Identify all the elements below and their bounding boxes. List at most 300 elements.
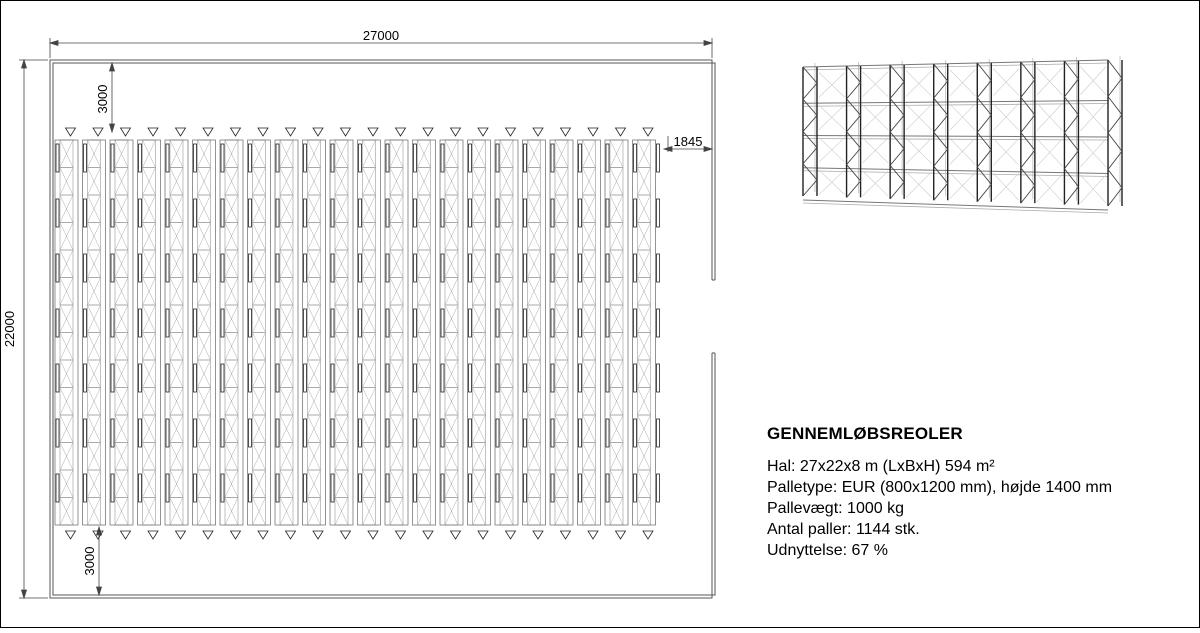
upright-post [441, 419, 444, 447]
upright-post [111, 419, 114, 447]
pallet-outline [906, 172, 932, 198]
bracing [115, 443, 128, 471]
bracing [198, 360, 211, 388]
bracing [115, 195, 128, 223]
pallet-outline [863, 105, 889, 130]
pallet-outline [1080, 67, 1106, 95]
bracing [280, 168, 293, 196]
upright-post [579, 419, 582, 447]
bracing [390, 470, 403, 498]
bracing [60, 360, 73, 388]
flow-direction-arrow [533, 531, 543, 539]
upright-post [469, 419, 472, 447]
upright-post [221, 474, 224, 502]
bracing [363, 168, 376, 196]
flow-direction-arrow [533, 128, 543, 136]
bracing [445, 250, 458, 278]
bracing [610, 305, 623, 333]
upright-post [139, 254, 142, 282]
bracing [335, 250, 348, 278]
upright-post [634, 309, 637, 337]
upright-post [84, 474, 87, 502]
bracing [555, 470, 568, 498]
upright-post [524, 474, 527, 502]
upright-post [579, 254, 582, 282]
bracing [88, 223, 101, 251]
bracing [170, 470, 183, 498]
bracing [115, 278, 128, 306]
upright-post [56, 419, 59, 447]
upright-post [194, 144, 197, 172]
bracing [528, 415, 541, 443]
upright-post [414, 144, 417, 172]
bracing [280, 443, 293, 471]
upright-post [84, 144, 87, 172]
bracing [638, 443, 651, 471]
side-aisle-dimension-label: 1845 [673, 134, 703, 149]
upright-post [386, 144, 389, 172]
upright-post [579, 309, 582, 337]
bracing [280, 250, 293, 278]
bracing [335, 278, 348, 306]
bracing [280, 388, 293, 416]
upright-post [524, 254, 527, 282]
pallet-outline [819, 105, 845, 129]
bracing [445, 223, 458, 251]
pallet-outline [819, 170, 845, 194]
bracing [418, 278, 431, 306]
upright-post [221, 364, 224, 392]
upright-post [221, 419, 224, 447]
bracing [308, 305, 321, 333]
bracing [363, 278, 376, 306]
bracing [473, 278, 486, 306]
upright-post [166, 419, 169, 447]
bracing [445, 278, 458, 306]
rack-lane [468, 128, 491, 539]
bracing [308, 223, 321, 251]
bracing [88, 250, 101, 278]
upright-post [111, 254, 114, 282]
flow-direction-arrow [231, 128, 241, 136]
upright-post [166, 364, 169, 392]
bracing [473, 140, 486, 168]
flow-direction-arrow [506, 531, 516, 539]
upright-post [657, 364, 660, 392]
bracing [445, 305, 458, 333]
flow-direction-arrow [313, 128, 323, 136]
bracing [198, 140, 211, 168]
bracing [610, 278, 623, 306]
upright-post [634, 474, 637, 502]
upright-post [249, 254, 252, 282]
bracing [528, 305, 541, 333]
bracing [335, 168, 348, 196]
upright-post [359, 199, 362, 227]
bracing [638, 223, 651, 251]
bracing [225, 140, 238, 168]
beam-level [803, 104, 1108, 107]
flow-direction-arrow [396, 531, 406, 539]
bracing [473, 333, 486, 361]
upright-post [194, 364, 197, 392]
upright-post [84, 419, 87, 447]
flow-direction-arrow [176, 531, 186, 539]
upright-post [414, 474, 417, 502]
upright-post [139, 309, 142, 337]
bracing [445, 360, 458, 388]
upright-post [579, 199, 582, 227]
rack-lane [633, 128, 660, 539]
bracing [528, 140, 541, 168]
bracing [610, 415, 623, 443]
upright-post [606, 474, 609, 502]
bracing [583, 388, 596, 416]
bracing [418, 223, 431, 251]
bracing [390, 443, 403, 471]
pallet-outline [1037, 139, 1063, 167]
upright-post [496, 309, 499, 337]
flow-direction-arrow [423, 531, 433, 539]
bracing [225, 333, 238, 361]
bracing [555, 415, 568, 443]
bracing [583, 470, 596, 498]
bracing [500, 415, 513, 443]
bracing [555, 140, 568, 168]
bracing [418, 195, 431, 223]
upright-post [359, 254, 362, 282]
bracing [583, 195, 596, 223]
bracing [170, 223, 183, 251]
bracing [610, 195, 623, 223]
upright-post [304, 144, 307, 172]
flow-direction-arrow [451, 128, 461, 136]
flow-direction-arrow [286, 128, 296, 136]
bracing [280, 140, 293, 168]
bracing [528, 195, 541, 223]
bracing [60, 195, 73, 223]
bracing [583, 223, 596, 251]
flow-direction-arrow [231, 531, 241, 539]
bracing [445, 140, 458, 168]
bracing [473, 360, 486, 388]
bracing [88, 195, 101, 223]
info-utilization: Udnyttelse: 67 % [767, 542, 888, 559]
bracing [390, 278, 403, 306]
rack-lane [605, 128, 628, 539]
upright-post [359, 474, 362, 502]
bracing [88, 498, 101, 526]
bracing [253, 278, 266, 306]
bracing [583, 498, 596, 526]
flow-direction-arrow [148, 531, 158, 539]
bracing [390, 360, 403, 388]
upright-post [606, 364, 609, 392]
bracing [60, 168, 73, 196]
bracing [308, 498, 321, 526]
bracing [445, 195, 458, 223]
bracing [418, 360, 431, 388]
upright-post [276, 254, 279, 282]
bracing [390, 223, 403, 251]
width-dimension-label: 27000 [362, 28, 400, 43]
pallet-outline [950, 138, 976, 164]
bracing [143, 415, 156, 443]
upright-post [551, 419, 554, 447]
bracing [60, 498, 73, 526]
bracing [60, 470, 73, 498]
rack-lane [138, 128, 161, 539]
pallet-outline [1080, 103, 1106, 131]
bracing [280, 305, 293, 333]
bracing [363, 140, 376, 168]
hall-walls [50, 60, 715, 598]
bracing [308, 278, 321, 306]
bracing [555, 333, 568, 361]
bracing [308, 388, 321, 416]
bracing [528, 333, 541, 361]
flow-direction-arrow [643, 128, 653, 136]
upright-post [276, 144, 279, 172]
upright-post [111, 309, 114, 337]
bracing [143, 140, 156, 168]
pallet-outline [950, 70, 976, 96]
height-dimension [19, 60, 48, 598]
upright-post [414, 419, 417, 447]
bracing [280, 498, 293, 526]
bracing [363, 333, 376, 361]
bracing [60, 305, 73, 333]
bracing [225, 470, 238, 498]
bracing [170, 443, 183, 471]
upright-post [166, 199, 169, 227]
upright-post [304, 309, 307, 337]
upright-post [359, 309, 362, 337]
upright-post [249, 199, 252, 227]
bracing [363, 443, 376, 471]
pallet-outline [993, 138, 1019, 165]
upright-post [469, 364, 472, 392]
upright-post [304, 199, 307, 227]
bracing [115, 388, 128, 416]
rack-lane [358, 128, 381, 539]
upright-post [111, 199, 114, 227]
bracing [390, 333, 403, 361]
bracing [528, 360, 541, 388]
bracing [335, 443, 348, 471]
upright-post [194, 474, 197, 502]
upright-post [276, 364, 279, 392]
upright-post [469, 309, 472, 337]
bracing [555, 305, 568, 333]
bracing [583, 278, 596, 306]
bottom-aisle-dimension-label: 3000 [82, 546, 97, 576]
pallet-outline [863, 72, 889, 97]
info-pallet-type: Palletype: EUR (800x1200 mm), højde 1400 mm [767, 479, 1113, 496]
rack-lane [55, 128, 78, 539]
pallet-outline [993, 69, 1019, 96]
upright-post [657, 419, 660, 447]
bracing [500, 195, 513, 223]
bracing [528, 498, 541, 526]
bracing [445, 443, 458, 471]
info-pallet-count: Antal paller: 1144 stk. [767, 521, 920, 538]
rack-lane [193, 128, 216, 539]
bracing [445, 415, 458, 443]
bracing [555, 168, 568, 196]
bracing [363, 195, 376, 223]
bracing [528, 223, 541, 251]
bracing [308, 140, 321, 168]
upright-post [414, 199, 417, 227]
bracing [363, 305, 376, 333]
bracing [88, 470, 101, 498]
flow-direction-arrow [396, 128, 406, 136]
bracing [390, 498, 403, 526]
bracing [445, 470, 458, 498]
flow-direction-arrow [258, 531, 268, 539]
upright-post [304, 419, 307, 447]
bracing [170, 278, 183, 306]
bracing [335, 470, 348, 498]
bracing [473, 470, 486, 498]
upright-post [56, 254, 59, 282]
bracing [473, 498, 486, 526]
bracing [473, 415, 486, 443]
upright-post [276, 309, 279, 337]
bracing [528, 278, 541, 306]
bracing [418, 470, 431, 498]
pallet-outline [1080, 175, 1106, 203]
upright-post [441, 309, 444, 337]
upright-post [524, 144, 527, 172]
bracing [390, 140, 403, 168]
upright-post [657, 144, 660, 172]
upright-post [359, 364, 362, 392]
upright-post [496, 474, 499, 502]
upright-post [524, 309, 527, 337]
upright-post [331, 419, 334, 447]
bracing [500, 498, 513, 526]
rack-lane [330, 128, 353, 539]
bracing [473, 223, 486, 251]
bracing [198, 278, 211, 306]
bracing [143, 388, 156, 416]
bracing [170, 360, 183, 388]
bracing [638, 388, 651, 416]
flow-direction-arrow [313, 531, 323, 539]
upright-post [606, 254, 609, 282]
flow-direction-arrow [176, 128, 186, 136]
bracing [638, 333, 651, 361]
bracing [60, 278, 73, 306]
bracing [500, 140, 513, 168]
bracing [555, 195, 568, 223]
bracing [170, 305, 183, 333]
bracing [280, 278, 293, 306]
bracing [638, 305, 651, 333]
bracing [88, 388, 101, 416]
bracing [308, 195, 321, 223]
bracing [638, 470, 651, 498]
bracing [115, 333, 128, 361]
bracing [170, 250, 183, 278]
bracing [335, 195, 348, 223]
upright-post [166, 309, 169, 337]
bracing [308, 443, 321, 471]
bracing [225, 498, 238, 526]
pallet-outline [863, 138, 889, 163]
bracing [198, 250, 211, 278]
upright-post [194, 254, 197, 282]
upright-post [414, 309, 417, 337]
upright-post [606, 309, 609, 337]
bracing [253, 223, 266, 251]
upright-post [249, 309, 252, 337]
bracing [335, 498, 348, 526]
upright-post [551, 364, 554, 392]
bracing [528, 443, 541, 471]
info-pallet-weight: Pallevægt: 1000 kg [767, 500, 904, 517]
upright-post [111, 474, 114, 502]
bracing [88, 140, 101, 168]
upright-post [414, 364, 417, 392]
flow-direction-arrow [258, 128, 268, 136]
upright-post [84, 364, 87, 392]
bracing [500, 278, 513, 306]
flow-direction-arrow [506, 128, 516, 136]
upright-post [221, 309, 224, 337]
bracing [335, 140, 348, 168]
upright-post [496, 364, 499, 392]
bracing [115, 140, 128, 168]
flow-direction-arrow [478, 128, 488, 136]
pallet-outline [1037, 103, 1063, 131]
bracing [253, 360, 266, 388]
upright-post [386, 474, 389, 502]
rack-lane [413, 128, 436, 539]
bracing [308, 250, 321, 278]
bracing [610, 443, 623, 471]
rack-lane [385, 128, 408, 539]
upright-post [634, 144, 637, 172]
upright-post [276, 419, 279, 447]
upright-post [441, 254, 444, 282]
bracing [253, 195, 266, 223]
bracing [500, 250, 513, 278]
flow-direction-arrow [588, 128, 598, 136]
bracing [60, 223, 73, 251]
bracing [363, 360, 376, 388]
upright-post [551, 199, 554, 227]
upright-post [469, 199, 472, 227]
flow-direction-arrow [423, 128, 433, 136]
bracing [143, 360, 156, 388]
bracing [500, 168, 513, 196]
bracing [143, 250, 156, 278]
bracing [390, 305, 403, 333]
bracing [170, 168, 183, 196]
bracing [198, 415, 211, 443]
bracing [143, 195, 156, 223]
upright-post [84, 199, 87, 227]
bracing [115, 223, 128, 251]
beam-level [803, 171, 1108, 177]
bracing [528, 250, 541, 278]
pallet-outline [906, 71, 932, 97]
bracing [638, 415, 651, 443]
upright-post [657, 474, 660, 502]
